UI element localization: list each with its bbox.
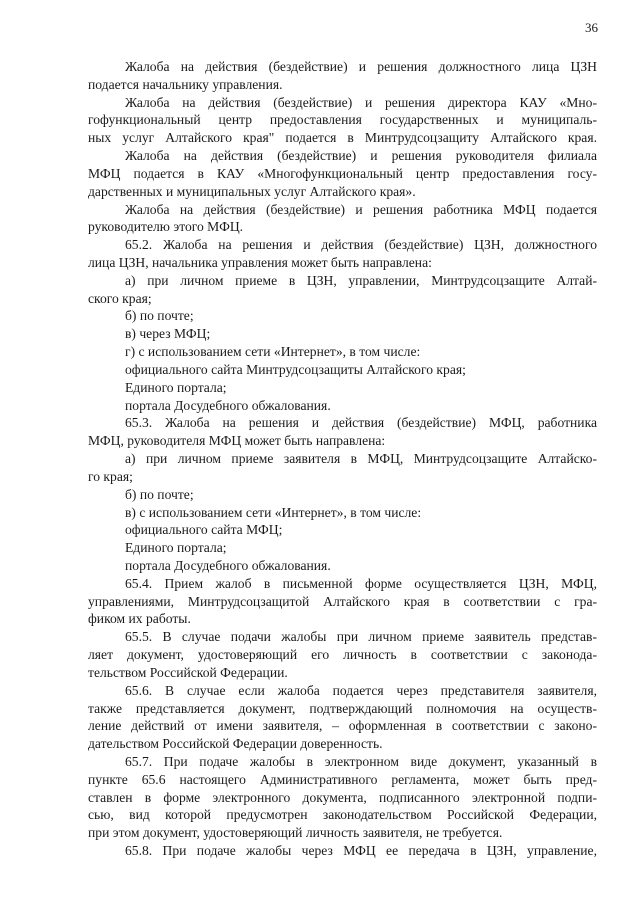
text-line: 65.4. Прием жалоб в письменной форме осуществляется ЦЗН, МФЦ, (125, 575, 597, 591)
text-line: портала Досудебного обжалования. (125, 557, 331, 573)
text-line: 65.2. Жалоба на решения и действия (бездействие) ЦЗН, должностного (125, 237, 597, 253)
text-line: пункте 65.6 настоящего Административного регламента, может быть пред- (88, 771, 597, 787)
text-line: официального сайта МФЦ; (125, 522, 283, 538)
text-line: гофункциональный центр предоставления государственных и муниципаль- (88, 112, 597, 128)
text-line: го края; (88, 468, 133, 484)
text-line: Жалоба на действия (бездействие) и решения руководителя филиала (125, 148, 597, 164)
text-line: также представляется документ, подтверждающий полномочия на осуществ- (88, 700, 597, 716)
text-line: г) с использованием сети «Интернет», в том числе: (125, 344, 421, 360)
text-line: Единого портала; (125, 379, 227, 395)
text-line: а) при личном приеме заявителя в МФЦ, Минтрудсоцзащите Алтайско- (125, 451, 597, 467)
text-line: 65.8. При подаче жалобы через МФЦ ее передача в ЦЗН, управление, (125, 843, 597, 859)
text-line: дарственных и муниципальных услуг Алтайского края». (88, 183, 416, 199)
text-line: подается начальнику управления. (88, 76, 283, 92)
text-line: в) через МФЦ; (125, 326, 211, 342)
text-line: портала Досудебного обжалования. (125, 397, 331, 413)
text-line: лица ЦЗН, начальника управления может быть направлена: (88, 255, 432, 271)
text-line: официального сайта Минтрудсоцзащиты Алтайского края; (125, 361, 466, 377)
text-line: ского края; (88, 290, 152, 306)
text-line: МФЦ подается в КАУ «Многофункциональный центр предоставления госу- (88, 165, 597, 181)
text-line: МФЦ, руководителя МФЦ может быть направлена: (88, 433, 386, 449)
text-line: ставлен в форме электронного документа, подписанного электронной подпи- (88, 789, 597, 805)
text-line: б) по почте; (125, 486, 194, 502)
text-line: 65.3. Жалоба на решения и действия (бездействие) МФЦ, работника (125, 415, 597, 431)
text-line: Жалоба на действия (бездействие) и решения должностного лица ЦЗН (125, 59, 597, 74)
text-line: 65.7. При подаче жалобы в электронном виде документ, указанный в (125, 753, 597, 769)
text-line: а) при личном приеме в ЦЗН, управлении, Минтрудсоцзащите Алтай- (125, 272, 597, 288)
text-line: Жалоба на действия (бездействие) и решения директора КАУ «Мно- (125, 94, 597, 110)
text-line: в) с использованием сети «Интернет», в том числе: (125, 504, 422, 520)
page-number: 36 (585, 20, 598, 35)
text-line: ление действий от имени заявителя, – оформленная в соответствии с законо- (88, 718, 597, 734)
text-line: при этом документ, удостоверяющий личность заявителя, не требуется. (88, 825, 503, 841)
text-line: сью, вид которой предусмотрен законодательством Российской Федерации, (88, 807, 597, 823)
text-line: 65.5. В случае подачи жалобы при личном приеме заявитель представ- (125, 629, 597, 645)
text-line: ных услуг Алтайского края" подается в Минтрудсоцзащиту Алтайского края. (88, 130, 597, 146)
text-line: фиком их работы. (88, 611, 191, 627)
text-line: 65.6. В случае если жалоба подается через представителя заявителя, (125, 682, 597, 698)
text-line: тельством Российской Федерации. (88, 664, 288, 680)
text-line: дательством Российской Федерации доверенность. (88, 736, 383, 752)
text-line: б) по почте; (125, 308, 194, 324)
text-line: Жалоба на действия (бездействие) и решения работника МФЦ подается (125, 201, 597, 217)
text-line: управлениями, Минтрудсоцзащитой Алтайского края в соответствии с гра- (88, 593, 597, 609)
text-line: ляет документ, удостоверяющий его личность в соответствии с законода- (88, 647, 597, 663)
text-line: руководителю этого МФЦ. (88, 219, 244, 235)
text-line: Единого портала; (125, 540, 227, 556)
